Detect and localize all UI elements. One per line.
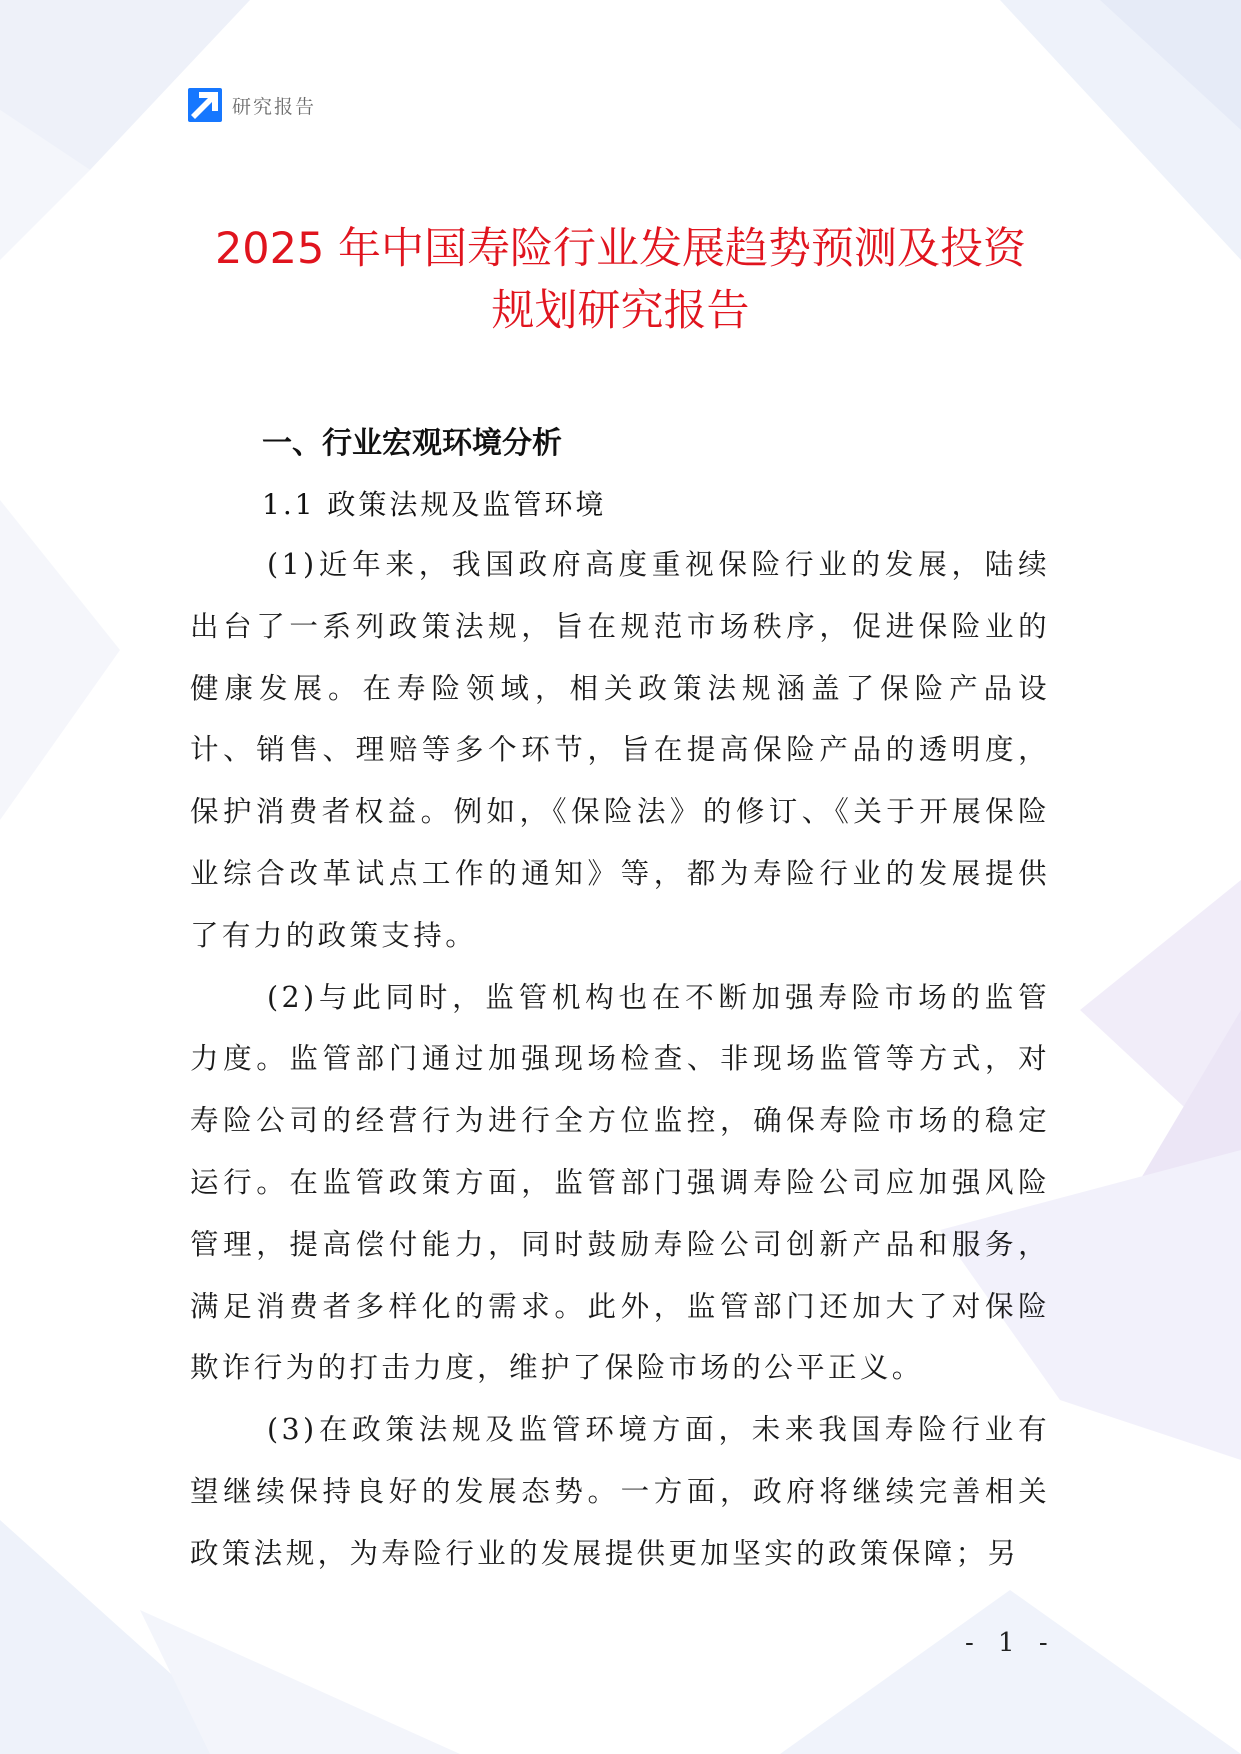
header-label: 研究报告 xyxy=(232,95,317,118)
paragraph-3: (3)在政策法规及监管环境方面，未来我国寿险行业有望继续保持良好的发展态势。一方面，政府将继续完善相关政策法规，为寿险行业的发展提供更加坚实的政策保障；另 xyxy=(190,1413,1050,1570)
body-text xyxy=(190,534,1050,1585)
report-title-line-1: 2025 年中国寿险行业发展趋势预测及投资 xyxy=(214,224,1027,274)
section-subheading: 1.1 政策法规及监管环境 xyxy=(262,488,607,521)
page-number: - 1 - xyxy=(965,1628,1056,1658)
report-title-line-2: 规划研究报告 xyxy=(491,286,750,336)
section-heading: 一、行业宏观环境分析 xyxy=(262,426,562,461)
paragraph-1: (1)近年来，我国政府高度重视保险行业的发展，陆续出台了一系列政策法规，旨在规范市场秩序，促进保险业的健康发展。在寿险领域，相关政策法规涵盖了保险产品设计、销售、理赔等多个环节，旨在提高保险产品的透明度，保护消费者权益。例如，《保险法》的修订、《关于开展保险业综合改革试点工作的通知》等，都为寿险行业的发展提供了有力的政策支持。 xyxy=(190,548,1050,952)
arrow-up-right-icon xyxy=(188,88,222,122)
report-header xyxy=(188,88,316,122)
paragraph-2: (2)与此同时，监管机构也在不断加强寿险市场的监管力度。监管部门通过加强现场检查、非现场监管等方式，对寿险公司的经营行为进行全方位监控，确保寿险市场的稳定运行。在监管政策方面，监管部门强调寿险公司应加强风险管理，提高偿付能力，同时鼓励寿险公司创新产品和服务，满足消费者多样化的需求。此外，监管部门还加大了对保险欺诈行为的打击力度，维护了保险市场的公平正义。 xyxy=(190,980,1050,1385)
report-title xyxy=(150,218,1091,342)
